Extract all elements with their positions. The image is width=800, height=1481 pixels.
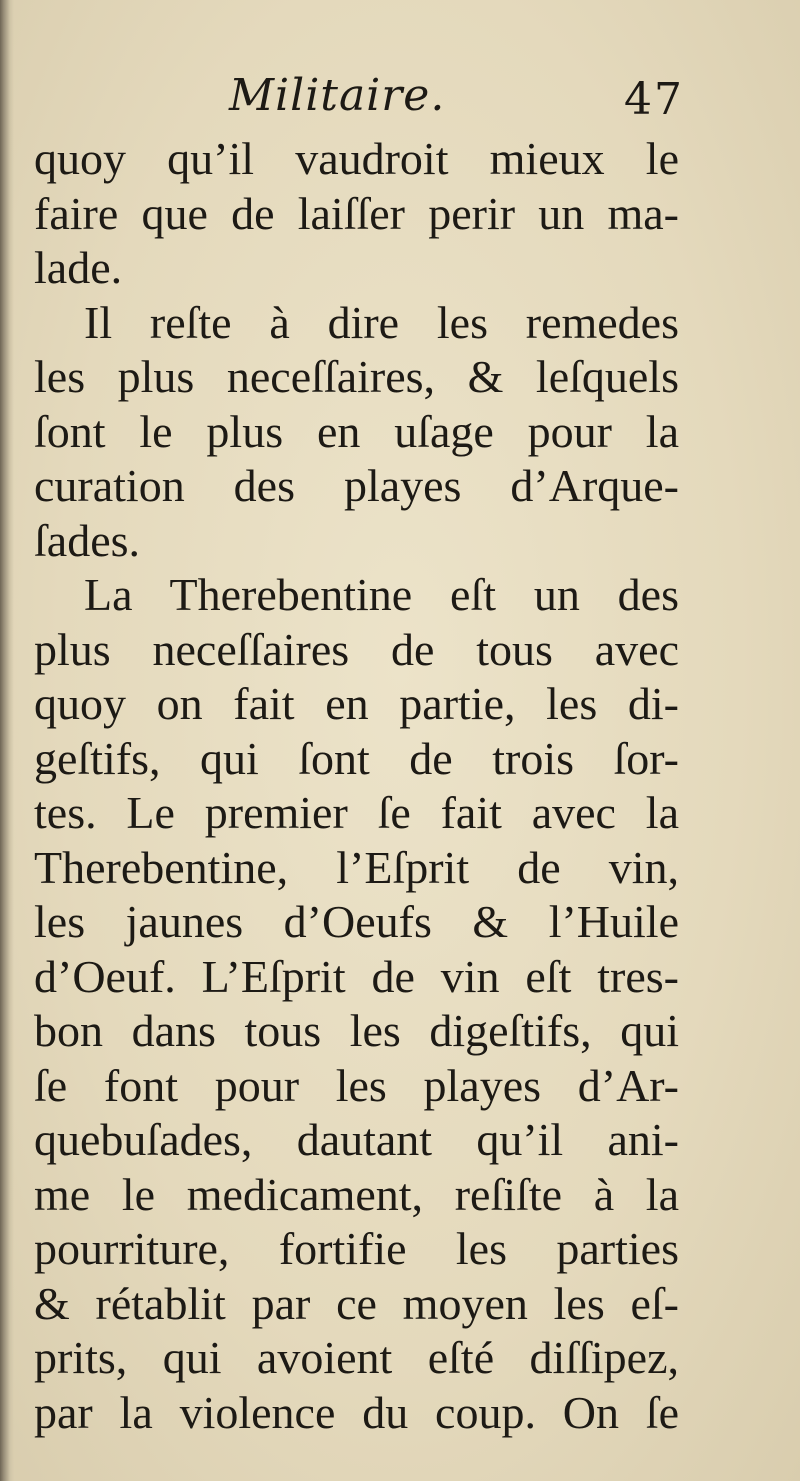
text-line: ſont le plus en uſage pour la (34, 405, 679, 457)
text-line: quoy qu’il vaudroit mieux le (34, 133, 679, 184)
text-line: les jaunes d’Oeufs & l’Huile (34, 896, 679, 947)
text-line: plus neceſſaires de tous avec (34, 623, 679, 675)
page-number: 47 (624, 74, 684, 125)
text-line: faire que de laiſſer perir un ma- (34, 187, 679, 239)
text-line: curation des playes d’Arque- (34, 460, 679, 511)
running-title: Militaire. (229, 70, 446, 121)
text-line: ſades. (34, 514, 141, 566)
text-line: quebuſades, dautant qu’il ani- (34, 1114, 679, 1165)
text-line: lade. (34, 242, 123, 293)
text-line: me le medicament, reſiſte à la (34, 1168, 679, 1220)
text-line: La Therebentine eſt un des (84, 569, 679, 620)
page-gutter-shadow (0, 0, 14, 1481)
text-line: bon dans tous les digeſtifs, qui (34, 1005, 679, 1056)
text-line: quoy on fait en partie, les di- (34, 678, 679, 729)
text-line: pourriture, fortifie les parties (34, 1223, 679, 1274)
text-line: d’Oeuf. L’Eſprit de vin eſt tres- (34, 950, 679, 1002)
text-line: Therebentine, l’Eſprit de vin, (34, 841, 679, 893)
text-line: prits, qui avoient eſté diſſipez, (34, 1332, 679, 1383)
text-line: geſtifs, qui ſont de trois ſor- (34, 732, 679, 784)
text-line: Il reſte à dire les remedes (84, 296, 679, 348)
text-line: & rétablit par ce moyen les eſ- (34, 1277, 679, 1329)
page-header (34, 62, 684, 132)
text-line: les plus neceſſaires, & leſquels (34, 351, 679, 402)
body-text (34, 132, 679, 1440)
text-line: par la violence du coup. On ſe (34, 1386, 679, 1438)
text-line: tes. Le premier ſe fait avec la (34, 787, 679, 838)
text-line: ſe font pour les playes d’Ar- (34, 1059, 679, 1111)
